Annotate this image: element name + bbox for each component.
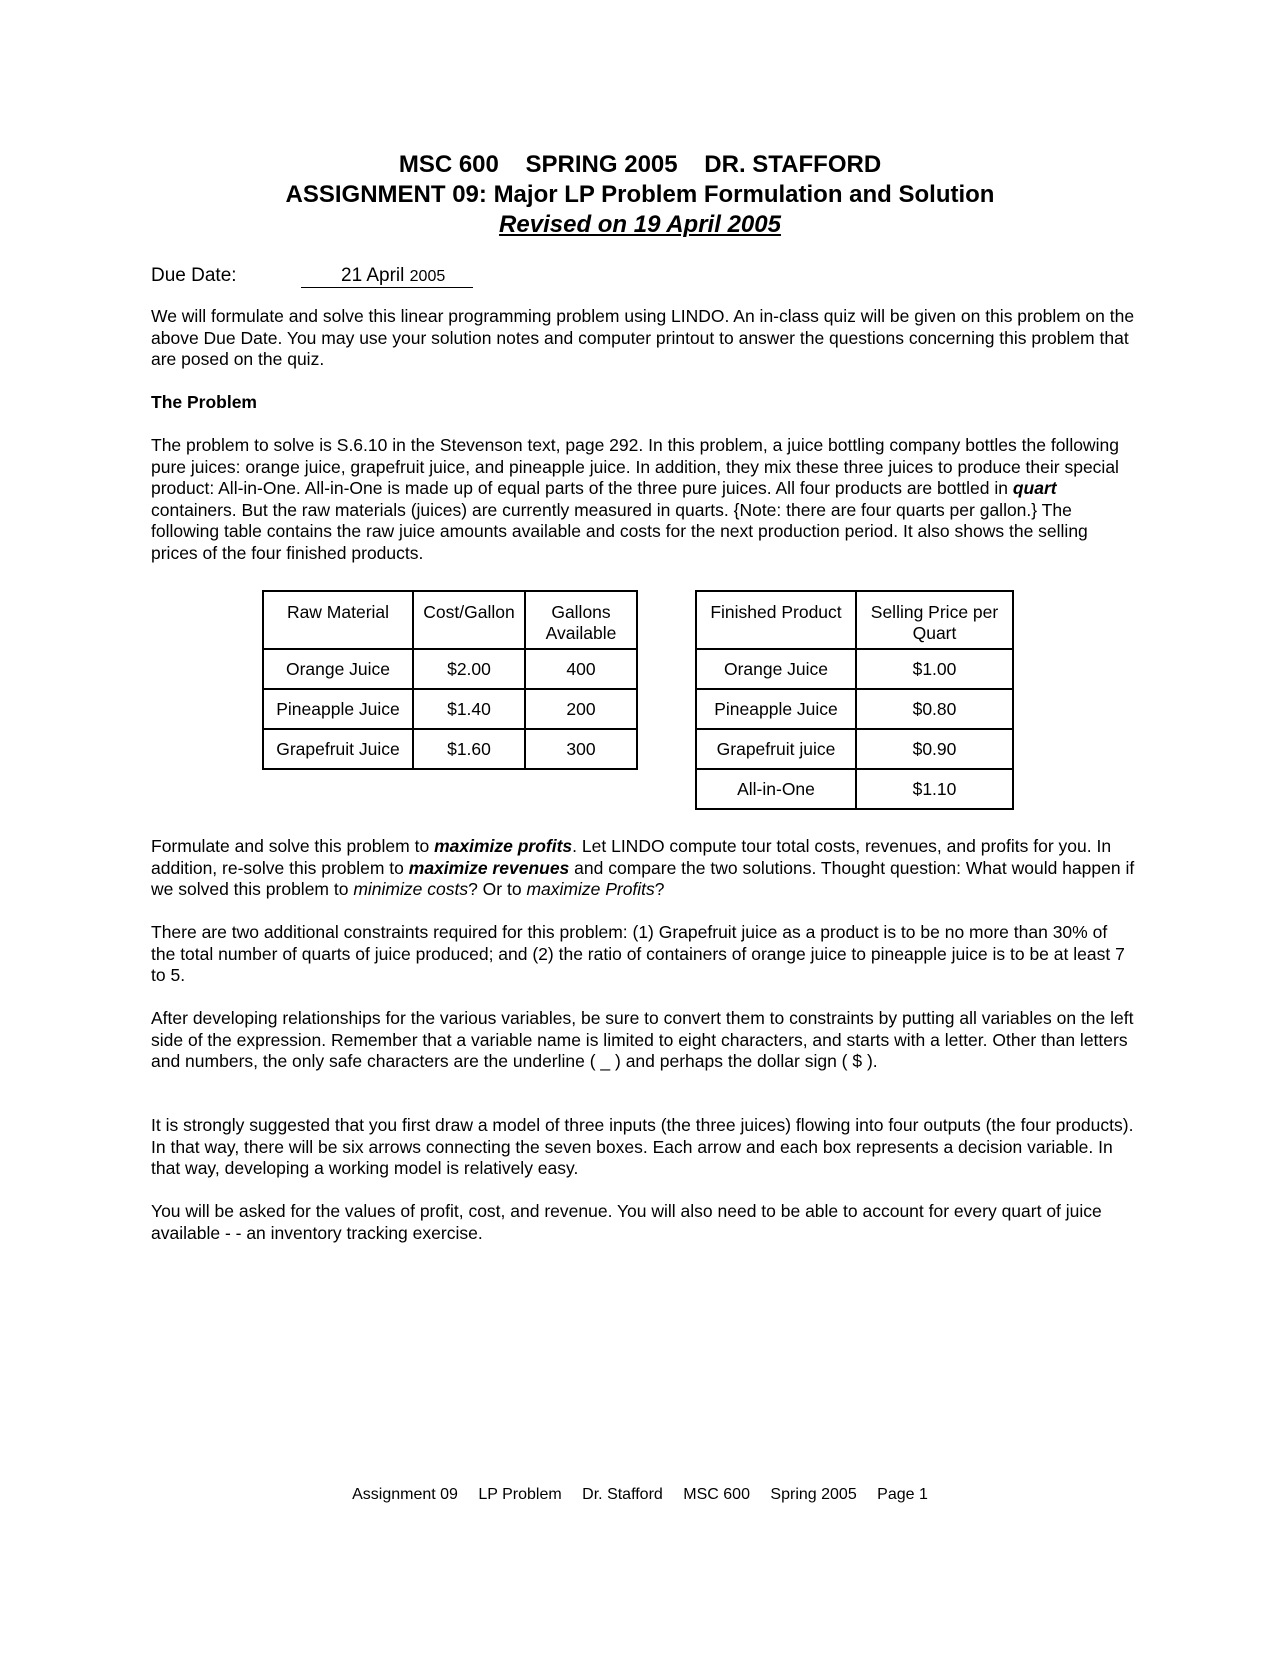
table-row — [263, 649, 637, 689]
table-cell: $1.40 — [413, 689, 525, 729]
table-cell: Orange Juice — [263, 649, 413, 689]
table-cell: $1.00 — [856, 649, 1013, 689]
footer-topic: LP Problem — [478, 1486, 562, 1503]
maximize-profits-emphasis: maximize profits — [434, 836, 573, 856]
table-cell: 300 — [525, 729, 637, 769]
quart-emphasis: quart — [1012, 478, 1057, 499]
footer-assignment: Assignment 09 — [352, 1486, 458, 1503]
minimize-costs-emphasis: minimize costs — [353, 879, 469, 900]
column-header: Finished Product — [696, 591, 856, 649]
due-date-row — [151, 265, 473, 288]
table-row — [696, 649, 1013, 689]
problem-paragraph: The problem to solve is S.6.10 in the Stevenson text, page 292. In this problem, a juice bottling company bottles the following pure juices: orange juice, grapefruit juice, and pineapple juice. In addition, they mix these three juices to produce their special product: All-in-One. All-in-One is made up of equal parts of the three pure juices. All four products are bottled in quart containers. But the raw materials (juices) are currently measured in quarts. {Note: there are four quarts per gallon.} The following table contains the raw juice amounts available and costs for the next production period. It also shows the selling prices of the four finished products. — [151, 435, 1119, 563]
table-cell: 200 — [525, 689, 637, 729]
table-cell: Pineapple Juice — [696, 689, 856, 729]
table-cell: $1.60 — [413, 729, 525, 769]
table-row — [263, 729, 637, 769]
footer-course: MSC 600 — [683, 1486, 750, 1503]
table-cell: Grapefruit Juice — [263, 729, 413, 769]
column-header: Selling Price per Quart — [856, 591, 1013, 649]
assignment-title: ASSIGNMENT 09: Major LP Problem Formulation and Solution — [285, 181, 995, 208]
table-cell: Pineapple Juice — [263, 689, 413, 729]
column-header: Gallons Available — [525, 591, 637, 649]
table-cell: All-in-One — [696, 769, 856, 809]
table-row — [263, 689, 637, 729]
due-date-value — [301, 266, 473, 288]
finished-product-table — [695, 590, 1014, 810]
table-cell: $1.10 — [856, 769, 1013, 809]
due-date-label: Due Date: — [151, 265, 237, 286]
due-date-year: 2005 — [409, 268, 446, 285]
table-row — [696, 729, 1013, 769]
formulate-paragraph: Formulate and solve this problem to maximize profits. Let LINDO compute tour total costs, revenues, and profits for you. In addition, re-solve this problem to maximize revenues and compare the two solutions. Thought question: What would happen if we solved this problem to minimize costs? Or to maximize Profits? — [151, 836, 1135, 900]
document-header — [0, 150, 1280, 240]
values-paragraph: You will be asked for the values of profit, cost, and revenue. You will also need to be able to account for every quart of juice available - - an inventory tracking exercise. — [151, 1201, 1102, 1243]
page-footer — [0, 1486, 1280, 1504]
intro-paragraph: We will formulate and solve this linear programming problem using LINDO. An in-class quiz will be given on this problem on the above Due Date. You may use your solution notes and computer printout to answer the questions concerning this problem that are posed on the quiz. — [151, 306, 1135, 370]
table-cell: $0.80 — [856, 689, 1013, 729]
model-paragraph: It is strongly suggested that you first draw a model of three inputs (the three juices) flowing into four outputs (the four products). In that way, there will be six arrows connecting the seven boxes. Each arrow and each box represents a decision variable. In that way, developing a working model is relatively easy. — [151, 1115, 1134, 1179]
column-header: Cost/Gallon — [413, 591, 525, 649]
maximize-revenues-emphasis: maximize revenues — [408, 857, 570, 878]
table-cell: $2.00 — [413, 649, 525, 689]
table-header-row — [696, 591, 1013, 649]
table-header-row — [263, 591, 637, 649]
footer-page-number: Page 1 — [877, 1486, 928, 1503]
variables-paragraph: After developing relationships for the various variables, be sure to convert them to constraints by putting all variables on the left side of the expression. Remember that a variable name is limited to eight characters, and starts with a letter. Other than letters and numbers, the only safe characters are the underline ( _ ) and perhaps the dollar sign ( $ ). — [151, 1008, 1134, 1072]
constraints-paragraph: There are two additional constraints required for this problem: (1) Grapefruit juice as a product is to be no more than 30% of the total number of quarts of juice produced; and (2) the ratio of containers of orange juice to pineapple juice is to be at least 7 to 5. — [151, 922, 1125, 986]
due-date-day-month: 21 April — [341, 265, 405, 286]
table-row — [696, 689, 1013, 729]
table-cell: Grapefruit juice — [696, 729, 856, 769]
problem-heading: The Problem — [151, 392, 257, 412]
maximize-profits-italic: maximize Profits — [526, 879, 655, 900]
table-cell: Orange Juice — [696, 649, 856, 689]
raw-material-table — [262, 590, 638, 770]
table-cell: $0.90 — [856, 729, 1013, 769]
revised-date: Revised on 19 April 2005 — [499, 211, 781, 238]
footer-term: Spring 2005 — [770, 1486, 857, 1503]
table-row — [696, 769, 1013, 809]
table-cell: 400 — [525, 649, 637, 689]
footer-instructor: Dr. Stafford — [582, 1486, 663, 1503]
column-header: Raw Material — [263, 591, 413, 649]
course-line: MSC 600 SPRING 2005 DR. STAFFORD — [398, 151, 882, 178]
